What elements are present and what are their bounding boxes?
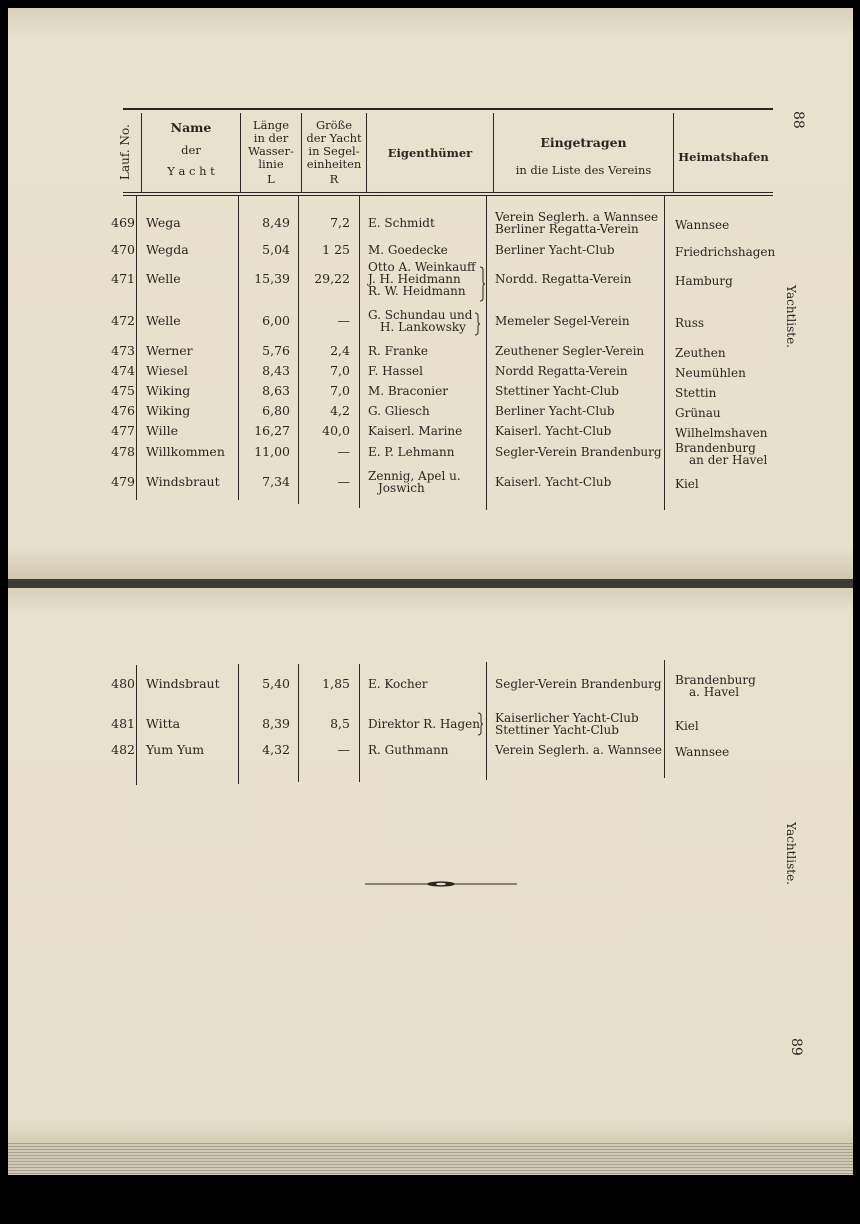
eigenthuemer: Zennig, Apel u. [368,469,461,483]
column-divider [298,196,299,504]
laenge-value: 8,43 [262,363,290,378]
column-divider [359,196,360,508]
laenge-value: 5,40 [262,676,290,691]
verein: Verein Seglerh. a. Wannsee [495,743,662,757]
heimatshafen: Zeuthen [675,346,726,360]
laenge-value: 8,49 [262,215,290,230]
header-laenge-2: in der [253,131,289,145]
groesse-value: 29,22 [314,271,350,286]
lauf-no: 475 [111,383,135,398]
ornamental-rule [365,880,517,888]
header-groesse-5: R [329,172,339,186]
column-divider [664,196,665,510]
eigenthuemer: M. Braconier [368,384,448,398]
yacht-name: Wiking [146,403,191,418]
eigenthuemer: M. Goedecke [368,243,448,257]
lauf-no: 479 [111,474,135,489]
laenge-value: 16,27 [254,423,290,438]
column-divider [486,662,487,780]
eigenthuemer: E. P. Lehmann [368,445,455,459]
lauf-no: 481 [111,716,135,731]
owner-brace [473,312,481,336]
column-divider [136,665,137,785]
header-laenge-5: L [267,172,275,186]
header-name-1: Name [170,120,212,135]
groesse-value: — [337,444,350,459]
header-groesse-3: in Segel- [308,144,360,158]
verein: Segler-Verein Brandenburg [495,677,662,691]
header-name-2: der [181,143,201,157]
groesse-value: — [337,313,350,328]
running-head-89: Yachtliste. [784,822,798,885]
eigenthuemer: J. H. Heidmann [368,272,461,286]
header-name-3: Y a c h t [167,164,215,178]
header-laenge-4: linie [258,157,284,171]
header-groesse-2: der Yacht [306,131,362,145]
verein: Nordd Regatta-Verein [495,364,628,378]
laenge-value: 5,76 [262,343,290,358]
heimatshafen: Hamburg [675,274,733,288]
lauf-no: 472 [111,313,135,328]
header-laenge-3: Wasser- [248,144,294,158]
column-divider [136,196,137,500]
verein: Kaiserl. Yacht-Club [495,424,612,438]
lauf-no: 476 [111,403,135,418]
column-divider [664,660,665,778]
eigenthuemer: E. Kocher [368,677,428,691]
eigenthuemer: R. Franke [368,344,428,358]
yacht-name: Wegda [146,242,189,257]
heimatshafen: Kiel [675,719,699,733]
header-groesse-4: einheiten [306,157,362,171]
yacht-name: Yum Yum [146,742,205,757]
laenge-value: 15,39 [254,271,290,286]
eigenthuemer: G. Schundau und [368,308,473,322]
groesse-value: 7,0 [330,383,350,398]
header-lauf: Lauf. No. [118,124,132,180]
groesse-value: 40,0 [322,423,350,438]
laenge-value: 6,80 [262,403,290,418]
yacht-name: Wega [146,215,181,230]
heimatshafen: an der Havel [689,453,768,467]
yacht-name: Welle [146,313,181,328]
yacht-name: Windsbraut [146,676,220,691]
eigenthuemer: G. Gliesch [368,404,430,418]
laenge-value: 6,00 [262,313,290,328]
verein: Stettiner Yacht-Club [495,384,619,398]
groesse-value: 7,2 [330,215,350,230]
header-eingetragen-1: Eingetragen [540,135,627,150]
header-bottom-rule-b [123,195,773,196]
heimatshafen: a. Havel [689,685,740,699]
verein: Zeuthener Segler-Verein [495,344,645,358]
yacht-name: Witta [146,716,181,731]
eigenthuemer: Otto A. Weinkauff [368,260,476,274]
column-divider [359,664,360,782]
lauf-no: 478 [111,444,135,459]
yacht-name: Windsbraut [146,474,220,489]
laenge-value: 7,34 [262,474,290,489]
heimatshafen: Friedrichshagen [675,245,776,259]
verein: Berliner Yacht-Club [495,243,615,257]
page-number-89: 89 [788,1038,804,1056]
header-top-rule [123,108,773,110]
groesse-value: 1,85 [322,676,350,691]
header-eigenthuemer: Eigenthümer [387,146,473,160]
yacht-name: Wiking [146,383,191,398]
header-heimat: Heimatshafen [678,150,769,164]
verein: Nordd. Regatta-Verein [495,272,632,286]
verein: Memeler Segel-Verein [495,314,630,328]
laenge-value: 11,00 [254,444,290,459]
groesse-value: 2,4 [330,343,350,358]
lauf-no: 480 [111,676,135,691]
header-laenge-1: Länge [252,118,290,132]
eigenthuemer: F. Hassel [368,364,423,378]
yacht-name: Wille [146,423,179,438]
eigenthuemer: Joswich [378,481,425,495]
lauf-no: 470 [111,242,135,257]
verein: Berliner Yacht-Club [495,404,615,418]
heimatshafen: Russ [675,316,705,330]
eigenthuemer: R. W. Heidmann [368,284,466,298]
column-divider [238,196,239,500]
lauf-no: 474 [111,363,135,378]
laenge-value: 5,04 [262,242,290,257]
verein: Kaiserl. Yacht-Club [495,475,612,489]
header-eingetragen-2: in die Liste des Vereins [515,163,652,177]
eigenthuemer: H. Lankowsky [380,320,466,334]
header-divider [493,113,494,193]
yacht-name: Wiesel [146,363,188,378]
verein: Kaiserlicher Yacht-Club [495,711,639,725]
owner-brace [478,266,486,302]
laenge-value: 4,32 [262,742,290,757]
verein: Verein Seglerh. a Wannsee [495,210,659,224]
heimatshafen: Wannsee [675,745,730,759]
heimatshafen: Grünau [675,406,721,420]
column-divider [298,664,299,782]
heimatshafen: Wannsee [675,218,730,232]
column-divider [486,196,487,510]
page-number-88: 88 [790,111,806,129]
heimatshafen: Brandenburg [675,441,756,455]
eigenthuemer: Kaiserl. Marine [368,424,463,438]
groesse-value: — [337,742,350,757]
page-edges [8,1143,853,1175]
groesse-value: 8,5 [330,716,350,731]
page-89 [8,588,853,1143]
lauf-no: 471 [111,271,135,286]
header-groesse-1: Größe [315,118,353,132]
eigenthuemer: Direktor R. Hagen [368,717,480,731]
eigenthuemer: R. Guthmann [368,743,449,757]
verein: Berliner Regatta-Verein [495,222,639,236]
yacht-name: Werner [146,343,193,358]
column-divider [238,664,239,784]
running-head-88: Yachtliste. [784,285,798,348]
heimatshafen: Neumühlen [675,366,746,380]
lauf-no: 482 [111,742,135,757]
lauf-no: 477 [111,423,135,438]
heimatshafen: Stettin [675,386,717,400]
heimatshafen: Brandenburg [675,673,756,687]
yacht-name: Welle [146,271,181,286]
laenge-value: 8,63 [262,383,290,398]
lauf-no: 469 [111,215,135,230]
laenge-value: 8,39 [262,716,290,731]
eigenthuemer: E. Schmidt [368,216,435,230]
heimatshafen: Wilhelmshaven [675,426,768,440]
groesse-value: 4,2 [330,403,350,418]
verein: Stettiner Yacht-Club [495,723,619,737]
groesse-value: 7,0 [330,363,350,378]
lauf-no: 473 [111,343,135,358]
heimatshafen: Kiel [675,477,699,491]
owner-brace [476,712,484,736]
groesse-value: 1 25 [322,242,350,257]
verein: Segler-Verein Brandenburg [495,445,662,459]
yacht-name: Willkommen [146,444,225,459]
header-bottom-rule-a [123,192,773,193]
groesse-value: — [337,474,350,489]
